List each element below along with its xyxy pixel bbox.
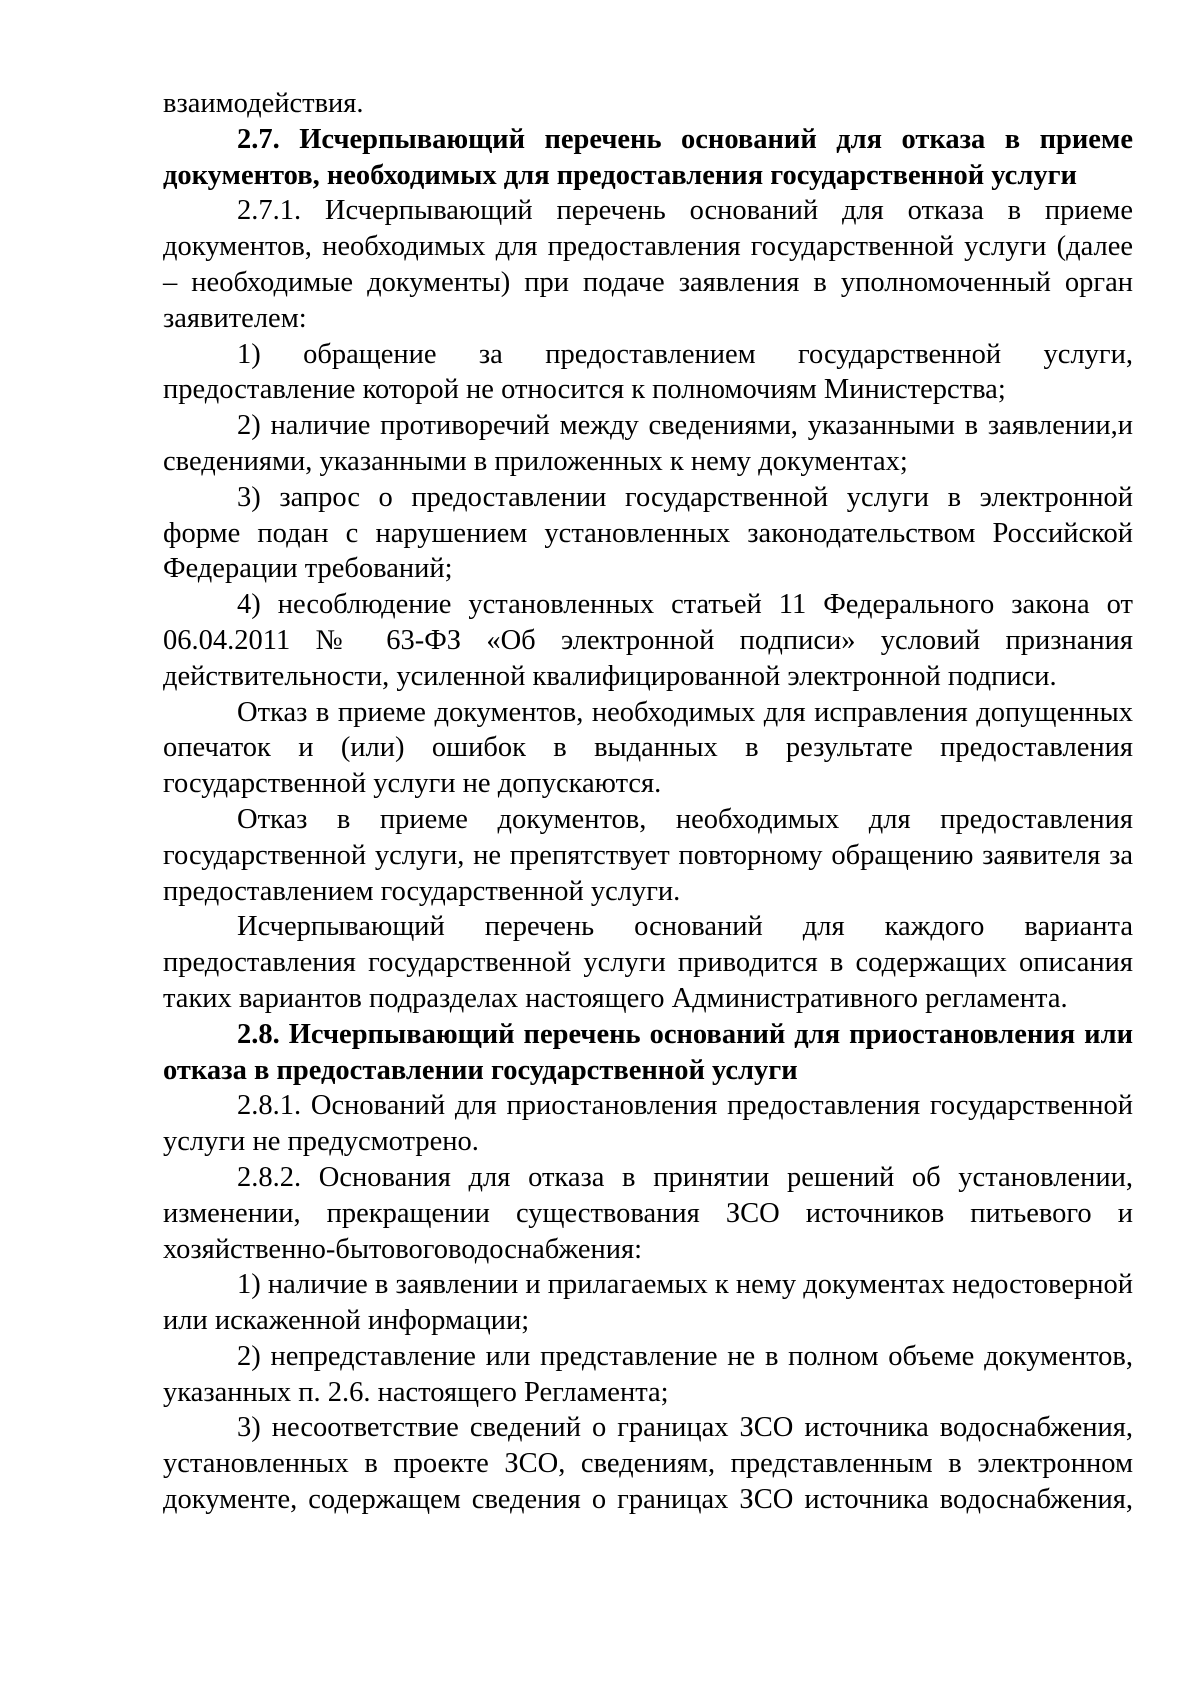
list-item-2-8-2-2: 2) непредставление или представление не в полном объеме документов, указанных п. 2.6. настоящего Регламента; bbox=[163, 1340, 1133, 1408]
section-heading-2-8: 2.8. Исчерпывающий перечень оснований для приостановления или отказа в предоставлении государственной услуги bbox=[163, 1018, 1133, 1086]
list-item-2-7-1-4: 4) несоблюдение установленных статьей 11 Федерального закона от 06.04.2011 № 63-ФЗ «Об электронной подписи» условий признания действительности, усиленной квалифицированной электронной подписи. bbox=[163, 589, 1133, 692]
paragraph-2-8-2: 2.8.2. Основания для отказа в принятии решений об установлении, изменении, прекращении существования ЗСО источников питьевого и хозяйственно-бытовоговодоснабжения: bbox=[163, 1161, 1133, 1265]
paragraph-2-7-1: 2.7.1. Исчерпывающий перечень оснований для отказа в приеме документов, необходимых для предоставления государственной услуги (далее – необходимые документы) при подаче заявления в уполномоченный орган заявителем: bbox=[163, 195, 1133, 334]
paragraph-variants: Исчерпывающий перечень оснований для каждого варианта предоставления государственной услуги приводится в содержащих описания таких вариантов подразделах настоящего Административного регламента. bbox=[163, 911, 1133, 1014]
section-heading-2-7: 2.7. Исчерпывающий перечень оснований для отказа в приеме документов, необходимых для предоставления государственной услуги bbox=[163, 123, 1133, 191]
list-item-2-7-1-2: 2) наличие противоречий между сведениями, указанными в заявлении,и сведениями, указанными в приложенных к нему документах; bbox=[163, 410, 1133, 477]
paragraph-typo-refusal: Отказ в приеме документов, необходимых для исправления допущенных опечаток и (или) ошибок в выданных в результате предоставления государственной услуги не допускаются. bbox=[163, 696, 1133, 800]
list-item-2-7-1-1: 1) обращение за предоставлением государственной услуги, предоставление которой не относится к полномочиям Министерства; bbox=[163, 338, 1133, 406]
list-item-2-8-2-3: 3) несоответствие сведений о границах ЗСО источника водоснабжения, установленных в проекте ЗСО, сведениям, представленным в электронном документе, содержащем сведения о границах ЗСО источника водоснабжения, bbox=[163, 1412, 1133, 1516]
paragraph-continuation: взаимодействия. bbox=[163, 88, 364, 119]
list-item-2-7-1-3: 3) запрос о предоставлении государственной услуги в электронной форме подан с нарушением установленных законодательством Российской Федерации требований; bbox=[163, 481, 1133, 585]
list-item-2-8-2-1: 1) наличие в заявлении и прилагаемых к нему документах недостоверной или искаженной информации; bbox=[163, 1269, 1133, 1337]
document-page bbox=[163, 86, 1133, 1518]
paragraph-repeat-appeal: Отказ в приеме документов, необходимых для предоставления государственной услуги, не препятствует повторному обращению заявителя за предоставлением государственной услуги. bbox=[163, 803, 1133, 907]
paragraph-2-8-1: 2.8.1. Оснований для приостановления предоставления государственной услуги не предусмотрено. bbox=[163, 1090, 1133, 1158]
